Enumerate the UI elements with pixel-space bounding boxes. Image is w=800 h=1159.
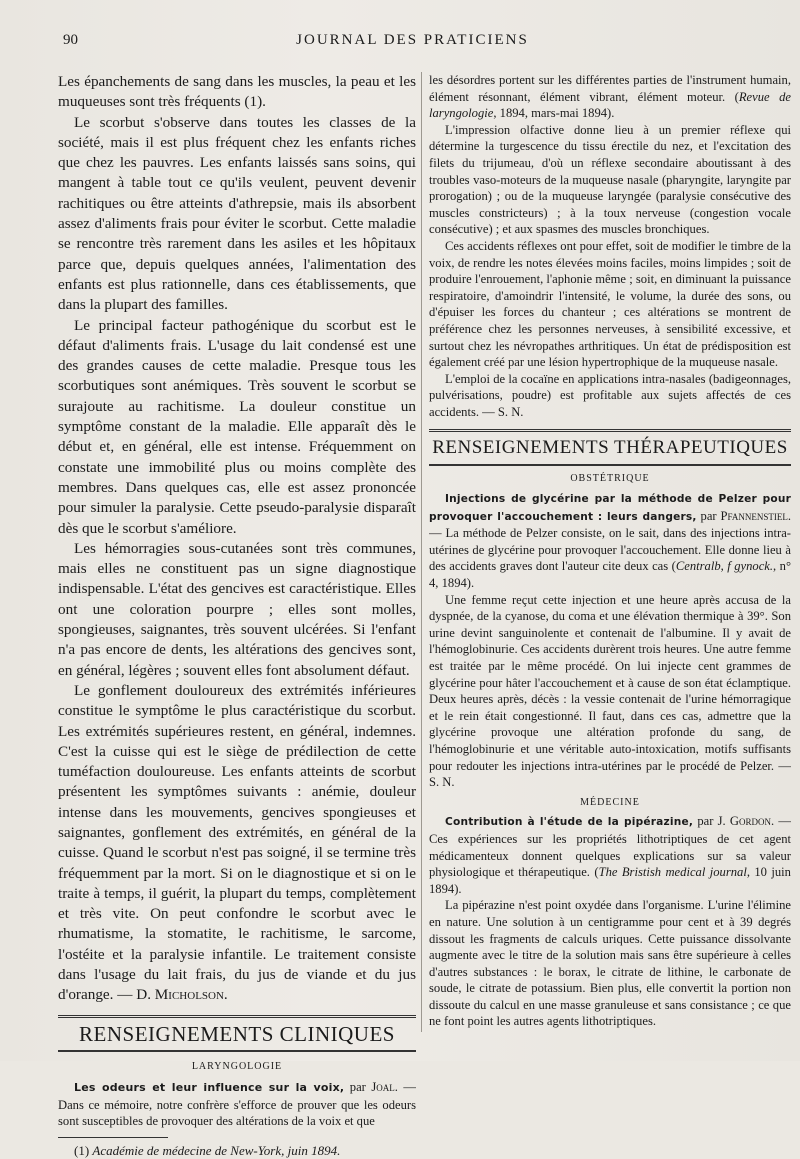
article-piperazine: Contribution à l'étude de la pipérazine, par J. Gordon. — Ces expériences sur les propriétés lithotriptiques de cet agent médicamenteux donnent quelques explications sur sa valeur physiologique et thérapeutique. (The Bristish medical journal, 10 juin 1894). [429,814,791,896]
section-title-clinical: RENSEIGNEMENTS CLINIQUES [58,1015,416,1052]
subsection-laryngology: LARYNGOLOGIE [191,1060,283,1072]
paragraph: Les épanchements de sang dans les muscles, la peau et les muqueuses sont très fréquents (1). [58,73,416,111]
article-author: Pfannenstiel. [720,508,791,523]
paragraph: L'emploi de la cocaïne en applications intra-nasales (badigeonnages, pulvérisations, poudre) est profitable aux sujets affectés de ces accidents. — S. N. [429,371,791,419]
paragraph: La pipérazine n'est point oxydée dans l'organisme. L'urine l'élimine en nature. Une solution à un centigramme pour cent et à 39 degrés dissout les fragments de calculs uriques. Cette puissance dissolvante augmente avec le titre de la solution mais sans être supérieure à celles d'autres substances : le borax, le citrate de lithine, le carbonate de soude, le citrate de potassium. Bien plus, elle convertit la portion non dissoute du calcul en une masse granuleuse et sans consistance ; ce que ne font point les autres agents lithotriptiques. [429,898,791,1029]
paragraph: Le principal facteur pathogénique du scorbut est le défaut d'aliments frais. L'usage du lait condensé est une des grandes causes de cette maladie. Presque tous les scorbutiques sont anémiques. Très souvent le scorbut se surajoute au rachitisme. La douleur constitue un symptôme constant de la maladie. Elle apparaît dès le début et, en général, elle est intense. Fréquemment on constate une immobilité plus ou moins complète des membres. Dans quelques cas, elle est assez prononcée pour simuler la paralysie. Cette pseudo-paralysie disparaît dès que le scorbut s'améliore. [58,316,416,537]
section-title-therapeutic: RENSEIGNEMENTS THÉRAPEUTIQUES [429,429,791,466]
article-author: Gordon. [729,814,775,829]
paragraph: Ces accidents réflexes ont pour effet, soit de modifier le timbre de la voix, de rendre les notes élevées moins faciles, moins limpides ; soit de produire l'enrouement, l'aphonie même ; soit, en diminuant la puissance respiratoire, d'amoindrir l'intensité, le volume, la durée des sons, ou d'épuiser les forces du chanteur ; ces altérations se montrent de préférence chez les personnes nerveuses, à sensibilité excessive, et surtout chez les névropathes arthritiques. Un état de prédisposition est également créé par une lésion hypertrophique de la muqueuse nasale. [429,238,791,370]
column-divider [421,72,422,1032]
paragraph-text: Le gonflement douloureux des extrémités inférieures constitue le symptôme le plus caractéristique du scorbut. Les extrémités supérieures restent, en général, indemnes. C'est la cuisse qui est le siège de prédilection de cette tuméfaction douloureuse. Les enfants atteints de scorbut présentent les symptômes suivants : anémie, douleur intense dans les mouvements, gencives spongieuses et saignantes, gonflement des extrémités, en général de la cuisse. Quand le scorbut n'est pas soigné, il se termine très fréquemment par la mort. Si on le diagnostique et si on le traite à temps, il guérit, la plupart du temps, complètement et très vite. On peut confondre le scorbut avec le rhumatisme, la stomatite, le rachitisme, le sarcome, l'ostéite et la paralysie infantile. Le traitement consiste dans l'usage du lait frais, du jus de viande et du jus d'orange. — [58,681,416,1004]
paragraph: les désordres portent sur les différentes parties de l'instrument humain, élément résonnant, élément vibrant, élément moteur. (Revue de laryngologie, 1894, mars-mai 1894). [429,73,791,121]
footnote-rule [58,1137,168,1138]
paragraph: Une femme reçut cette injection et une heure après accusa de la dyspnée, de la cyanose, du coma et une élévation thermique à 39°. Son urine devint sanguinolente et contenait de l'albumine. Il y avait de l'hémoglobinurie. Ces accidents durèrent trois heures. Une autre femme est traitée par le même procédé. On lui injecte cent grammes de glycérine pour hâter l'accouchement et à cause de son état éclamptique. Deux heures après, décès : la vessie contenait de l'urine hémorragique et le rein était congestionné. Il faut, dans ces cas, admettre que la glycérine provoque une altération profonde du sang, de l'hémoglobinurie et une véritable auto-intoxication, motifs suffisants pour redouter les injections intra-utérines par le procédé de Pelzer. — S. N. [429,592,791,790]
right-column [429,72,791,1030]
paragraph: Les hémorragies sous-cutanées sont très communes, mais elles ne constituent pas un signe diagnostique indispensable. L'état des gencives est caractéristique. Elles ont une coloration pourpre ; elles sont molles, spongieuses, saignantes, très souvent ulcérées. Si l'enfant n'a pas encore de dents, les altérations des gencives sont, en général, légères ; souvent elles font absolument défaut. [58,539,416,679]
author-signature: D. Micholson. [136,986,228,1004]
journal-title: JOURNAL DES PRATICIENS [296,32,529,48]
article-title: Les odeurs et leur influence sur la voix, [74,1080,345,1094]
article-title: Contribution à l'étude de la pipérazine, [445,816,694,829]
article-title: Injections de glycérine par la méthode de Pelzer pour provoquer l'accouchement : leurs dangers, [429,493,791,523]
running-header [55,30,770,54]
article-joal: Les odeurs et leur influence sur la voix, par Joal. — Dans ce mémoire, notre confrère s'efforce de prouver que les odeurs sont susceptibles de provoquer des altérations de la voix et que [58,1079,416,1129]
page-number: 90 [63,32,78,48]
subsection-obstetrics: OBSTÉTRIQUE [570,473,650,485]
paragraph [58,681,416,1006]
left-column [58,72,416,1159]
footnote: (1) Académie de médecine de New-York, juin 1894. [74,1142,341,1158]
article-author: Joal. [371,1079,398,1094]
subsection-medicine: MÉDECINE [580,796,640,808]
article-pelzer: Injections de glycérine par la méthode de Pelzer pour provoquer l'accouchement : leurs dangers, par Pfannenstiel. — La méthode de Pelzer consiste, on le sait, dans des injections intra-utérines de glycérine pour provoquer l'accouchement. Elle donne lieu à des accidents graves dont l'auteur cite deux cas (Centralb, f gynock., n° 4, 1894). [429,493,791,591]
paragraph: L'impression olfactive donne lieu à un premier réflexe qui détermine la turgescence du tissu érectile du nez, et l'excitation des filets du trijumeau, d'où un réflexe secondaire aboutissant à des troubles vaso-moteurs de la muqueuse nasale (pharyngite, laryngite par prorogation) ; ou de la muqueuse laryngée (paralysie consécutive des muscles constricteurs) ; à la toux nerveuse (congestion vocale consécutive) ; et aux spasmes des muscles bronchiques. [429,122,791,237]
paragraph: Le scorbut s'observe dans toutes les classes de la société, mais il est plus fréquent chez les enfants riches que chez les pauvres. Les enfants laissés sans soins, qui mangent à table tout ce qu'ils veulent, peuvent devenir rachitiques ou être atteints d'athrepsie, mais ils absorbent assez d'aliments frais pour éviter le scorbut. Cette maladie se rencontre très rarement dans les asiles et les hôpitaux parce que, depuis quelques années, l'alimentation des enfants est plus rationnelle, dans ces établissements, que dans la plupart des familles. [58,113,416,314]
